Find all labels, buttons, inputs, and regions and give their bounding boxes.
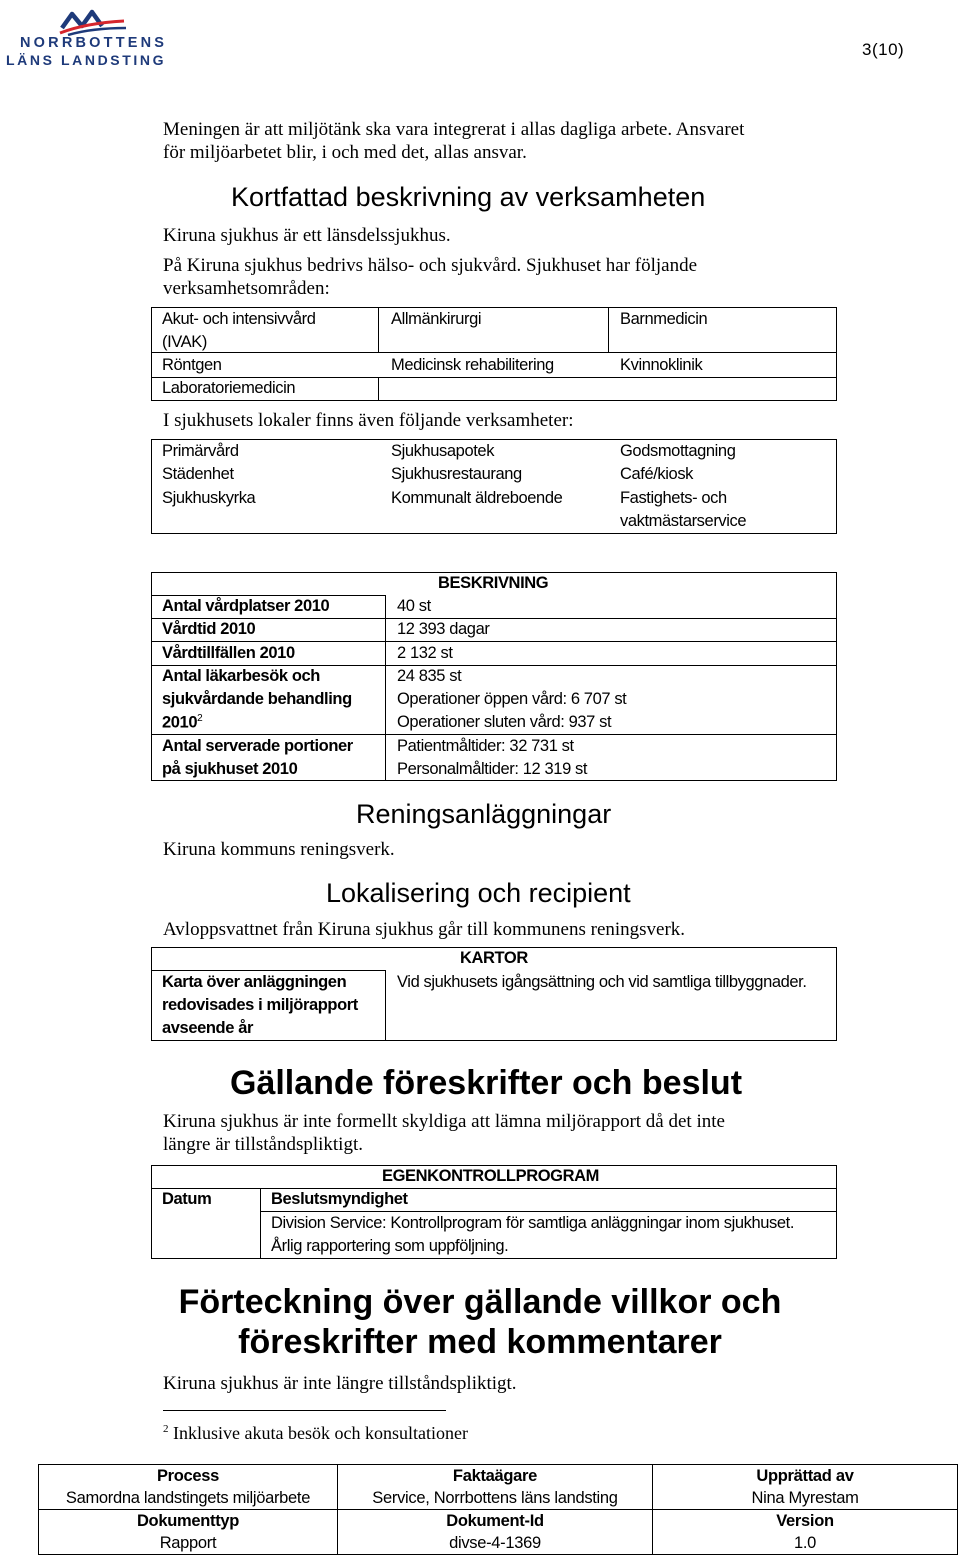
beskrivning-value: Personalmåltider: 12 319 st	[397, 760, 588, 778]
footer-docid-value: divse-4-1369	[449, 1534, 541, 1552]
area-cell: Kvinnoklinik	[620, 356, 703, 374]
footer-version	[653, 1510, 958, 1555]
gallande-text	[163, 1110, 725, 1156]
footer-doctype-label: Dokumenttyp	[136, 1512, 240, 1530]
beskrivning-label: Antal vårdplatser 2010	[162, 597, 330, 615]
area-cell: Laboratoriemedicin	[162, 379, 296, 397]
footer-docid-label: Dokument-Id	[446, 1512, 544, 1530]
kartor-table	[151, 947, 837, 1041]
intro-paragraph	[163, 118, 744, 164]
footer-author-label: Upprättad av	[756, 1467, 854, 1485]
section-heading-gallande: Gällande föreskrifter och beslut	[230, 1064, 743, 1102]
other-cell: Fastighets- och	[620, 489, 727, 507]
area-cell: Medicinsk rehabilitering	[391, 356, 554, 374]
forteckning-heading-line1: Förteckning över gällande villkor och	[178, 1283, 782, 1321]
beskrivning-label: 2010$^2$	[162, 713, 203, 732]
kartor-label: redovisades i miljörapport	[162, 996, 358, 1014]
intro-line2: för miljöarbetet blir, i och med det, allas ansvar.	[163, 142, 527, 163]
footer-owner-value: Service, Norrbottens läns landsting	[372, 1489, 618, 1507]
section-heading-lokalisering: Lokalisering och recipient	[326, 878, 631, 908]
other-cell: Kommunalt äldreboende	[391, 489, 563, 507]
egenkontroll-header: EGENKONTROLLPROGRAM	[382, 1167, 599, 1185]
egenkontroll-text: Division Service: Kontrollprogram för samtliga anläggningar inom sjukhuset.	[271, 1214, 795, 1232]
section-heading-forteckning	[150, 1282, 810, 1362]
footer-owner	[338, 1465, 653, 1510]
footer-owner-label: Faktaägare	[452, 1467, 538, 1485]
footnote-rule	[163, 1410, 446, 1411]
kartor-label: avseende år	[162, 1019, 253, 1037]
section-heading-rening: Reningsanläggningar	[356, 799, 612, 829]
beskrivning-label: Vårdtid 2010	[162, 620, 256, 638]
footer-version-value: 1.0	[793, 1534, 817, 1552]
footnote-text: Inklusive akuta besök och konsultationer	[173, 1423, 468, 1443]
footnote-ref: 2	[197, 713, 203, 724]
kartor-value: Vid sjukhusets igångsättning och vid samtliga tillbyggnader.	[397, 973, 807, 991]
gallande-line2: längre är tillståndspliktigt.	[163, 1134, 363, 1155]
beskrivning-value: 40 st	[397, 597, 431, 615]
lokalisering-text: Avloppsvattnet från Kiruna sjukhus går till kommunens reningsverk.	[163, 919, 686, 940]
egenkontroll-table	[151, 1165, 837, 1259]
area-cell: Röntgen	[162, 356, 222, 374]
section1-p1: Kiruna sjukhus är ett länsdelssjukhus.	[163, 225, 451, 246]
egenkontroll-text: Årlig rapportering som uppföljning.	[271, 1237, 509, 1255]
beskrivning-value: 12 393 dagar	[397, 620, 490, 638]
area-cell: Barnmedicin	[620, 310, 708, 328]
footer-doctype-value: Rapport	[159, 1534, 217, 1552]
footer-doctype	[39, 1510, 338, 1555]
kartor-header: KARTOR	[460, 949, 528, 967]
section1-p2-line2: verksamhetsområden:	[163, 278, 330, 299]
section-heading-verksamhet: Kortfattad beskrivning av verksamheten	[231, 182, 706, 212]
other-cell: Städenhet	[162, 465, 234, 483]
footer-docid	[338, 1510, 653, 1555]
footer-process	[39, 1465, 338, 1510]
other-cell: Sjukhusapotek	[391, 442, 495, 460]
logo-mark-icon	[58, 4, 128, 36]
beskrivning-value: Patientmåltider: 32 731 st	[397, 737, 574, 755]
logo	[6, 4, 176, 70]
area-cell: (IVAK)	[162, 333, 207, 351]
beskrivning-label: på sjukhuset 2010	[162, 760, 298, 778]
footer-author-value: Nina Myrestam	[751, 1489, 859, 1507]
gallande-line1: Kiruna sjukhus är inte formellt skyldiga att lämna miljörapport då det inte	[163, 1111, 725, 1132]
logo-line2: LÄNS LANDSTING	[6, 52, 167, 68]
section1-p2-line1: På Kiruna sjukhus bedrivs hälso- och sjukvård. Sjukhuset har följande	[163, 255, 698, 276]
area-cell: Allmänkirurgi	[391, 310, 482, 328]
logo-line1: NORRBOTTENS	[20, 35, 168, 51]
beskrivning-label: Vårdtillfällen 2010	[162, 644, 295, 662]
other-cell: Primärvård	[162, 442, 239, 460]
section1-p3: I sjukhusets lokaler finns även följande verksamheter:	[163, 410, 574, 431]
other-cell: Sjukhusrestaurang	[391, 465, 522, 483]
egenkontroll-col-datum: Datum	[162, 1190, 212, 1208]
area-cell: Akut- och intensivvård	[162, 310, 316, 328]
egenkontroll-col-myndighet: Beslutsmyndighet	[271, 1190, 408, 1208]
footer-author	[653, 1465, 958, 1510]
beskrivning-value: Operationer sluten vård: 937 st	[397, 713, 612, 731]
forteckning-heading-line2: föreskrifter med kommentarer	[238, 1323, 722, 1361]
other-cell: vaktmästarservice	[620, 512, 747, 530]
other-cell: Sjukhuskyrka	[162, 489, 256, 507]
kartor-label: Karta över anläggningen	[162, 973, 347, 991]
forteckning-text: Kiruna sjukhus är inte längre tillståndspliktigt.	[163, 1373, 517, 1394]
other-cell: Godsmottagning	[620, 442, 736, 460]
rening-text: Kiruna kommuns reningsverk.	[163, 839, 395, 860]
footer-version-label: Version	[776, 1512, 834, 1530]
footer-process-label: Process	[156, 1467, 220, 1485]
footer-process-value: Samordna landstingets miljöarbete	[65, 1489, 311, 1507]
areas-table	[151, 307, 837, 401]
beskrivning-table	[151, 572, 837, 781]
beskrivning-header: BESKRIVNING	[438, 574, 549, 592]
beskrivning-label: sjukvårdande behandling	[162, 690, 352, 708]
beskrivning-value: 2 132 st	[397, 644, 453, 662]
page-number: 3(10)	[862, 40, 905, 59]
beskrivning-value: Operationer öppen vård: 6 707 st	[397, 690, 627, 708]
others-table	[151, 439, 837, 534]
footnote	[163, 1418, 468, 1445]
document-footer	[38, 1464, 958, 1555]
other-cell: Café/kiosk	[620, 465, 694, 483]
beskrivning-label: Antal serverade portioner	[162, 737, 353, 755]
footnote-number: 2	[163, 1423, 169, 1435]
beskrivning-label: Antal läkarbesök och	[162, 667, 320, 685]
intro-line1: Meningen är att miljötänk ska vara integrerat i allas dagliga arbete. Ansvaret	[163, 119, 745, 140]
beskrivning-value: 24 835 st	[397, 667, 462, 685]
section1-p2	[163, 254, 697, 300]
